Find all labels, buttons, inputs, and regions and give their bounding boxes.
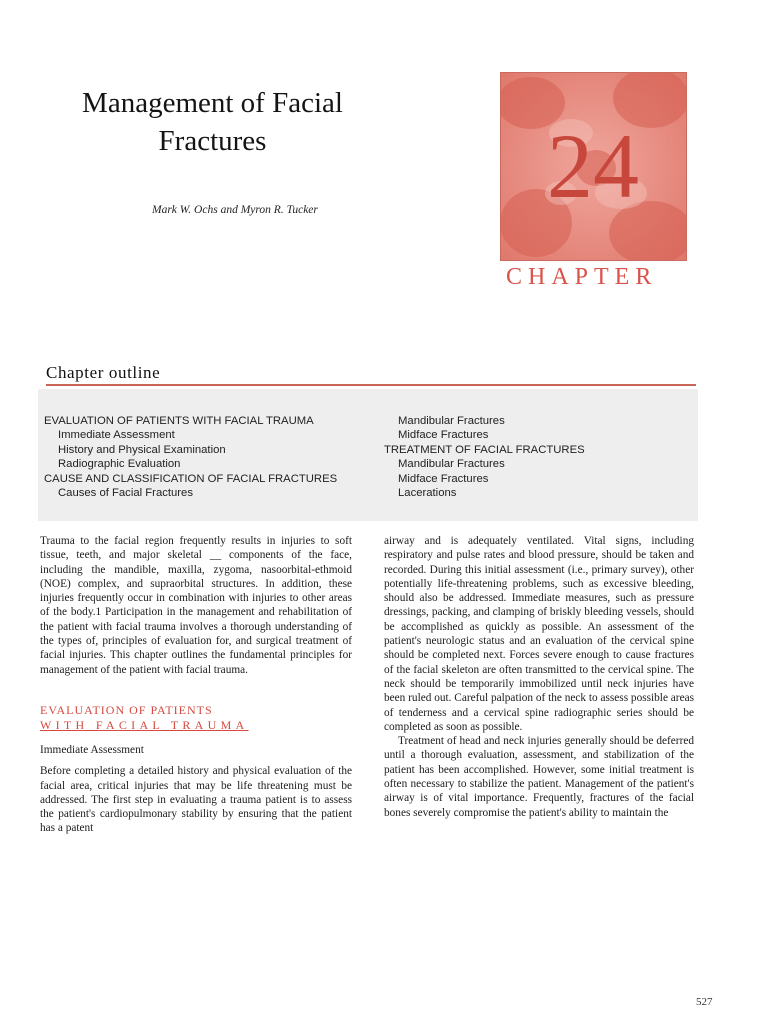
outline-item: EVALUATION OF PATIENTS WITH FACIAL TRAUMA — [44, 415, 314, 427]
chapter-number: 24 — [547, 115, 639, 217]
outline-divider — [46, 384, 696, 386]
outline-item: History and Physical Examination — [58, 443, 226, 456]
outline-item: Mandibular Fractures — [398, 458, 505, 471]
outline-left-column — [44, 414, 364, 500]
chapter-label: CHAPTER — [506, 264, 658, 290]
outline-item: Midface Fractures — [398, 429, 489, 442]
chapter-title — [40, 84, 385, 160]
section-heading — [40, 703, 352, 733]
authors: Mark W. Ochs and Myron R. Tucker — [152, 204, 318, 216]
chapter-title-line1: Management of Facial — [82, 87, 343, 119]
outline-right-column — [384, 414, 684, 500]
chapter-title-line2: Fractures — [158, 125, 267, 157]
outline-item: Midface Fractures — [398, 472, 489, 485]
intro-paragraph: Trauma to the facial region frequently results in injuries to soft tissue, teeth, and major skeletal __ components of the face, including the mandible, maxilla, zygoma, nasoorbital-ethmoid (NOE) complex, and supraorbital structures. In addition, these injuries frequently occur in combination with injuries to other areas of the body.1 Participation in the management and rehabilitation of the patient with facial trauma involves a thorough understanding of the types of, principles of evaluation for, and surgical treatment of facial injuries. This chapter outlines the fundamental principles for management of the patient with facial trauma. — [40, 535, 352, 676]
outline-item: Radiographic Evaluation — [58, 458, 181, 471]
section-heading-line2: WITH FACIAL TRAUMA — [40, 717, 249, 732]
chapter-number-badge — [500, 72, 687, 261]
subsection-heading: Immediate Assessment — [40, 743, 144, 756]
outline-item: Causes of Facial Fractures — [58, 487, 193, 500]
assessment-paragraph: Before completing a detailed history and physical evaluation of the facial area, critical injuries that may be life threatening must be addressed. The first step in evaluating a trauma patient is to assess the patient's cardiopulmonary stability by ensuring that the patient has a patent — [40, 765, 352, 835]
outline-item: Mandibular Fractures — [398, 415, 505, 427]
outline-heading: Chapter outline — [46, 363, 161, 382]
outline-item: TREATMENT OF FACIAL FRACTURES — [384, 443, 585, 456]
page-number: 527 — [696, 996, 713, 1008]
section-heading-line1: EVALUATION OF PATIENTS — [40, 702, 213, 717]
body-right-column — [384, 534, 694, 820]
outline-item: Lacerations — [398, 487, 457, 500]
treatment-paragraph: Treatment of head and neck injuries generally should be deferred until a thorough evaluation, assessment, and stabilization of the patient has been accomplished. However, some initial treatment is often necessary to stabilize the patient. Management of the patient's airway is of vital importance. Frequently, fractures of the facial bones severely compromise the patient's ability to maintain the — [384, 735, 694, 819]
chapter-badge-artwork — [501, 73, 686, 260]
airway-paragraph: airway and is adequately ventilated. Vital signs, including respiratory and pulse rates and blood pressure, should be taken and recorded. During this initial assessment (i.e., primary survey), other potentially life-threatening problems, such as excessive bleeding, should also be addressed. Immediate measures, such as pressure dressings, packing, and clamping of briskly bleeding vessels, should be accomplished as quickly as possible. An assessment of the patient's neurologic status and an evaluation of the cervical spine should be completed next. Forces severe enough to cause fractures of the facial skeleton are often transmitted to the cervical spine. The neck should be temporarily immobilized until neck injuries have been ruled out. Careful palpation of the neck to assess possible areas of tenderness and a cervical spine radiographic series should be completed as soon as possible. — [384, 535, 694, 733]
outline-item: Immediate Assessment — [58, 429, 175, 442]
body-left-column — [40, 534, 352, 836]
outline-item: CAUSE AND CLASSIFICATION OF FACIAL FRACTURES — [44, 472, 338, 485]
